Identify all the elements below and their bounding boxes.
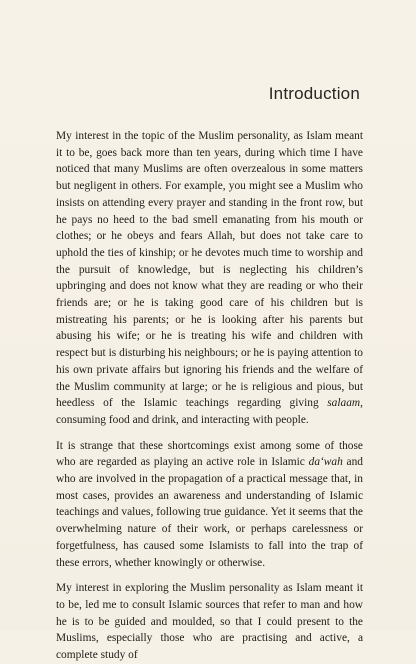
paragraph-3-text: My interest in exploring the Muslim personality as Islam meant it to be, led me to consult Islamic sources that refer to man and how he is to be guided and moulded, so that I could present to the Muslims, especially those who are practising and active, a complete study of xyxy=(56,582,363,662)
paragraph-2-text-a: It is strange that these shortcomings exist among some of those who are regarded as playing an active role in Islamic xyxy=(56,439,363,469)
chapter-title: Introduction xyxy=(268,84,360,103)
term-dawah: da‘wah xyxy=(308,456,343,469)
paragraph-2-text-b: and who are involved in the propagation of a practical message that, in most cases, provides an awareness and understanding of Islamic teachings and values, following true guidance. Yet it seems that the overwhelming nature of their work, or perhaps carelessness or forgetfulness, has caused some Islamists to fall into the trap of these errors, whether knowingly or otherwise. xyxy=(56,456,363,569)
paragraph-1-text-b: , consuming food and drink, and interacting with people. xyxy=(56,397,363,426)
paragraph-1 xyxy=(56,128,363,429)
body-text xyxy=(56,128,363,664)
paragraph-1-text-a: My interest in the topic of the Muslim personality, as Islam meant it to be, goes back more than ten years, during which time I have noticed that many Muslims are often overzealous in some matters but negligent in others. For example, you might see a Muslim who insists on attending every prayer and standing in the front row, but he pays no heed to the bad smell emanating from his mouth or clothes; or he obeys and fears Allah, but does not take care to uphold the ties of kinship; or he devotes much time to worship and the pursuit of knowledge, but is neglecting his children’s upbringing and does not know what they are reading or who their friends are; or he is taking good care of his children but is mistreating his parents; or he is looking after his parents but abusing his wife; or he is treating his wife and children with respect but is disturbing his neighbours; or he is paying attention to his own private affairs but ignoring his friends and the welfare of the Muslim community at large; or he is religious and pious, but heedless of the Islamic teachings regarding giving xyxy=(56,130,363,410)
term-salaam: salaam xyxy=(327,397,361,410)
paragraph-2 xyxy=(56,438,363,572)
paragraph-3 xyxy=(56,580,363,664)
